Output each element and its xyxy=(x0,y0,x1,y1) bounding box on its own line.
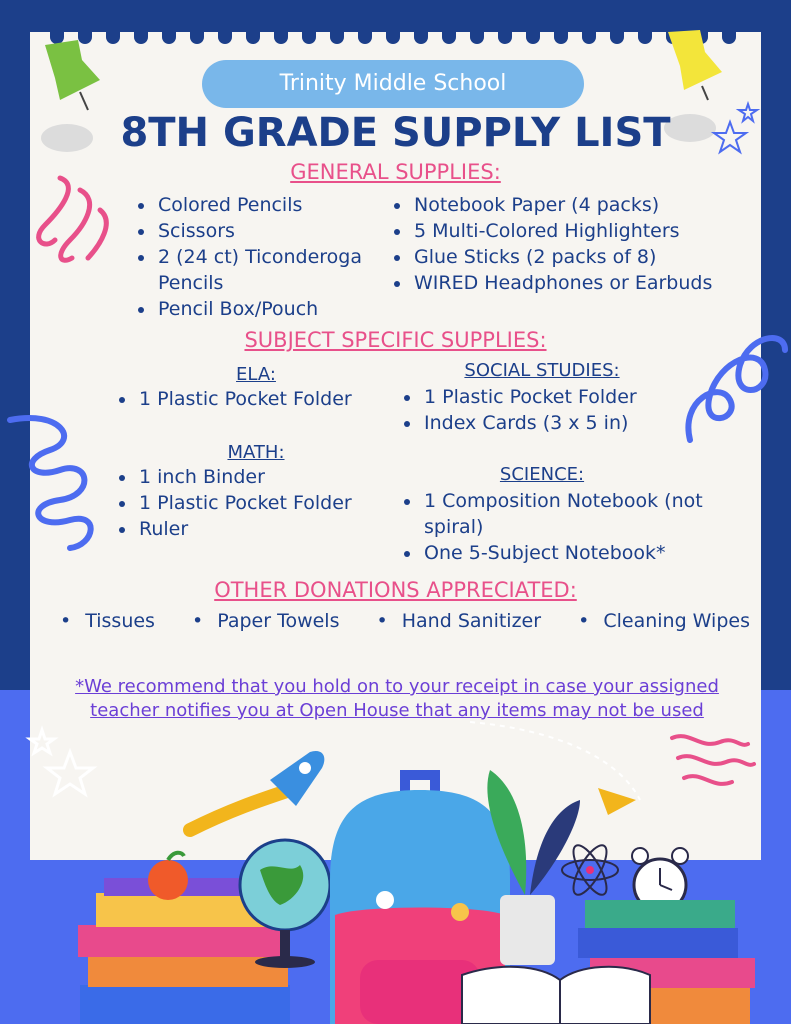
list-item: • One 5-Subject Notebook* xyxy=(422,540,722,566)
paper-plane-icon xyxy=(598,788,636,815)
list-item: • Cleaning Wipes xyxy=(578,610,750,632)
math-heading: MATH: xyxy=(227,442,285,463)
pink-squiggle-icon xyxy=(39,178,107,260)
list-item: • Hand Sanitizer xyxy=(377,610,542,632)
list-item: • 5 Multi-Colored Highlighters xyxy=(412,218,772,244)
list-item: • 1 inch Binder xyxy=(137,464,407,490)
science-heading: SCIENCE: xyxy=(499,464,585,485)
open-book-icon xyxy=(462,967,650,1024)
list-item: • 1 Plastic Pocket Folder xyxy=(137,386,407,412)
list-item: • Paper Towels xyxy=(192,610,339,632)
list-item: • Glue Sticks (2 packs of 8) xyxy=(412,244,772,270)
ela-list xyxy=(115,386,407,412)
list-item: • 1 Plastic Pocket Folder xyxy=(422,384,762,410)
list-item: • Scissors xyxy=(156,218,396,244)
page-title: 8TH GRADE SUPPLY LIST xyxy=(120,110,671,156)
general-supplies-list-1 xyxy=(134,192,396,322)
general-supplies-list-2 xyxy=(390,192,772,296)
social-studies-heading: SOCIAL STUDIES: xyxy=(464,360,620,381)
list-item: • Pencil Box/Pouch xyxy=(156,296,396,322)
science-list xyxy=(400,488,722,566)
list-item: • 2 (24 ct) Ticonderoga Pencils xyxy=(156,244,396,296)
stars-left-icon xyxy=(30,730,93,794)
general-supplies-heading: GENERAL SUPPLIES: xyxy=(290,160,501,184)
social-studies-list xyxy=(400,384,762,436)
atom-icon xyxy=(562,841,618,899)
donations-list xyxy=(60,610,750,632)
list-item: • 1 Plastic Pocket Folder xyxy=(137,490,407,516)
list-item: • Ruler xyxy=(137,516,407,542)
pink-wave-icon xyxy=(672,736,754,784)
list-item: • 1 Composition Notebook (not spiral) xyxy=(422,488,722,540)
donations-heading: OTHER DONATIONS APPRECIATED: xyxy=(214,578,577,602)
list-item: • Notebook Paper (4 packs) xyxy=(412,192,772,218)
ela-heading: ELA: xyxy=(236,364,276,385)
list-item: • Index Cards (3 x 5 in) xyxy=(422,410,762,436)
list-item: • WIRED Headphones or Earbuds xyxy=(412,270,772,296)
school-name-badge: Trinity Middle School xyxy=(202,60,584,108)
math-list xyxy=(115,464,407,542)
list-item: • Colored Pencils xyxy=(156,192,396,218)
receipt-note: *We recommend that you hold on to your receipt in case your assigned teacher notifies you at Open House that any items may not be used xyxy=(75,676,719,721)
rocket-icon xyxy=(190,751,324,830)
blue-spring-left-icon xyxy=(10,418,91,548)
subject-supplies-heading: SUBJECT SPECIFIC SUPPLIES: xyxy=(244,328,547,352)
list-item: • Tissues xyxy=(60,610,155,632)
